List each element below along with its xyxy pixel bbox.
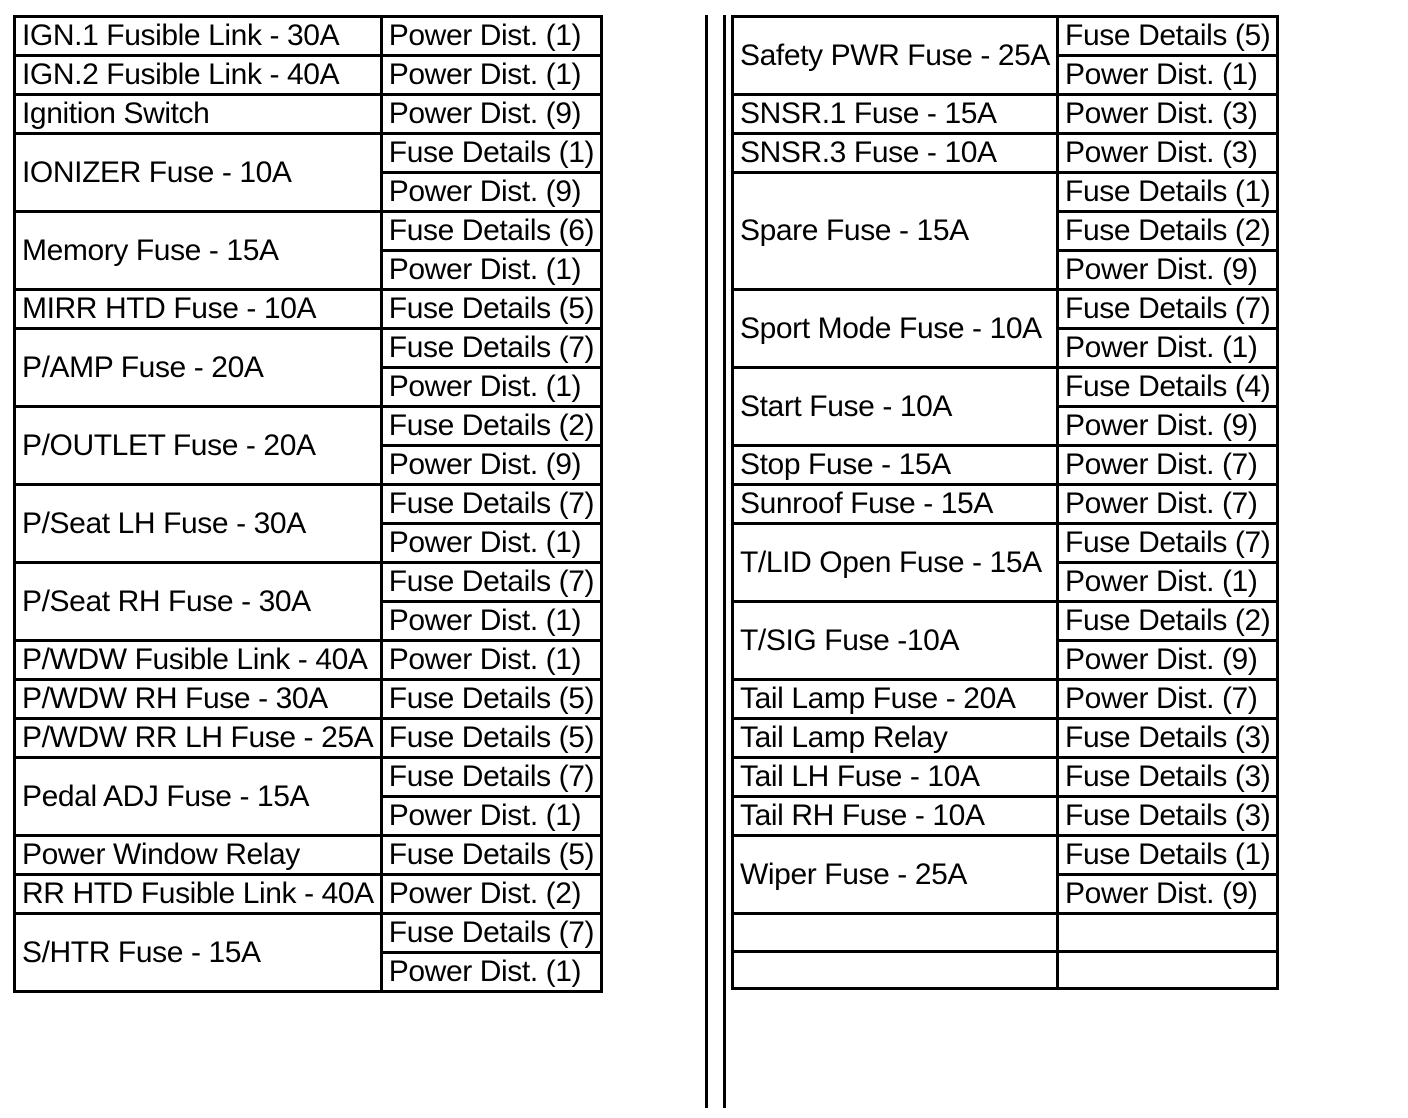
component-name: Ignition Switch — [15, 95, 382, 134]
table-row — [15, 719, 602, 758]
table-row — [15, 17, 602, 56]
table-row — [15, 914, 602, 953]
location-reference — [1058, 951, 1278, 989]
table-row — [15, 680, 602, 719]
component-name: Sunroof Fuse - 15A — [733, 485, 1058, 524]
component-name: T/SIG Fuse -10A — [733, 602, 1058, 680]
location-reference: Power Dist. (1) — [381, 524, 601, 563]
location-reference: Fuse Details (4) — [1058, 368, 1278, 407]
component-name: Memory Fuse - 15A — [15, 212, 382, 290]
component-name: P/WDW RR LH Fuse - 25A — [15, 719, 382, 758]
location-reference: Power Dist. (1) — [381, 251, 601, 290]
table-row — [15, 134, 602, 173]
component-name: Safety PWR Fuse - 25A — [733, 17, 1058, 95]
table-row — [15, 212, 602, 251]
location-reference: Power Dist. (1) — [381, 602, 601, 641]
table-row — [733, 446, 1278, 485]
location-reference: Fuse Details (7) — [381, 758, 601, 797]
table-row — [15, 485, 602, 524]
column-separator — [705, 15, 726, 1108]
table-row — [733, 290, 1278, 329]
component-name: Tail LH Fuse - 10A — [733, 758, 1058, 797]
table-row — [15, 563, 602, 602]
component-name — [733, 914, 1058, 952]
table-row — [733, 951, 1278, 989]
location-reference: Power Dist. (1) — [1058, 329, 1278, 368]
component-name: Wiper Fuse - 25A — [733, 836, 1058, 914]
location-reference: Fuse Details (7) — [381, 485, 601, 524]
location-reference: Power Dist. (1) — [381, 641, 601, 680]
table-row — [733, 524, 1278, 563]
component-name: IONIZER Fuse - 10A — [15, 134, 382, 212]
table-row — [733, 17, 1278, 56]
component-name: Start Fuse - 10A — [733, 368, 1058, 446]
location-reference: Power Dist. (7) — [1058, 485, 1278, 524]
location-reference: Fuse Details (3) — [1058, 758, 1278, 797]
location-reference: Power Dist. (9) — [381, 173, 601, 212]
location-reference — [1058, 914, 1278, 952]
location-reference: Fuse Details (5) — [381, 680, 601, 719]
table-row — [15, 56, 602, 95]
component-name: S/HTR Fuse - 15A — [15, 914, 382, 992]
location-reference: Power Dist. (9) — [1058, 407, 1278, 446]
location-reference: Fuse Details (7) — [1058, 290, 1278, 329]
component-name: P/WDW Fusible Link - 40A — [15, 641, 382, 680]
component-name: SNSR.3 Fuse - 10A — [733, 134, 1058, 173]
location-reference: Fuse Details (3) — [1058, 797, 1278, 836]
table-row — [733, 836, 1278, 875]
table-row — [15, 329, 602, 368]
component-name: P/OUTLET Fuse - 20A — [15, 407, 382, 485]
component-name: Tail Lamp Fuse - 20A — [733, 680, 1058, 719]
table-row — [733, 758, 1278, 797]
component-name: Spare Fuse - 15A — [733, 173, 1058, 290]
location-reference: Fuse Details (6) — [381, 212, 601, 251]
location-reference: Power Dist. (3) — [1058, 95, 1278, 134]
component-name: Stop Fuse - 15A — [733, 446, 1058, 485]
location-reference: Power Dist. (1) — [381, 56, 601, 95]
table-row — [733, 797, 1278, 836]
location-reference: Fuse Details (5) — [1058, 17, 1278, 56]
location-reference: Power Dist. (9) — [1058, 875, 1278, 914]
location-reference: Power Dist. (1) — [1058, 56, 1278, 95]
location-reference: Fuse Details (1) — [1058, 836, 1278, 875]
location-reference: Fuse Details (5) — [381, 290, 601, 329]
component-name: P/WDW RH Fuse - 30A — [15, 680, 382, 719]
location-reference: Power Dist. (3) — [1058, 134, 1278, 173]
location-reference: Fuse Details (5) — [381, 836, 601, 875]
location-reference: Power Dist. (1) — [381, 17, 601, 56]
location-reference: Power Dist. (1) — [381, 797, 601, 836]
location-reference: Fuse Details (7) — [381, 329, 601, 368]
location-reference: Power Dist. (7) — [1058, 446, 1278, 485]
table-row — [733, 680, 1278, 719]
location-reference: Power Dist. (9) — [1058, 641, 1278, 680]
location-reference: Fuse Details (7) — [381, 914, 601, 953]
table-row — [15, 407, 602, 446]
component-name: Sport Mode Fuse - 10A — [733, 290, 1058, 368]
location-reference: Fuse Details (1) — [1058, 173, 1278, 212]
location-reference: Power Dist. (7) — [1058, 680, 1278, 719]
location-reference: Power Dist. (1) — [381, 953, 601, 992]
location-reference: Power Dist. (1) — [1058, 563, 1278, 602]
location-reference: Power Dist. (2) — [381, 875, 601, 914]
table-row — [15, 290, 602, 329]
location-reference: Fuse Details (2) — [381, 407, 601, 446]
location-reference: Fuse Details (2) — [1058, 212, 1278, 251]
component-name: P/Seat LH Fuse - 30A — [15, 485, 382, 563]
component-name: Tail RH Fuse - 10A — [733, 797, 1058, 836]
location-reference: Power Dist. (9) — [381, 95, 601, 134]
table-row — [733, 368, 1278, 407]
location-reference: Fuse Details (5) — [381, 719, 601, 758]
table-row — [733, 134, 1278, 173]
right-index-table — [731, 15, 1279, 990]
component-name: SNSR.1 Fuse - 15A — [733, 95, 1058, 134]
component-name: P/AMP Fuse - 20A — [15, 329, 382, 407]
table-row — [15, 95, 602, 134]
table-row — [733, 914, 1278, 952]
location-reference: Fuse Details (1) — [381, 134, 601, 173]
component-name — [733, 951, 1058, 989]
component-name: P/Seat RH Fuse - 30A — [15, 563, 382, 641]
location-reference: Power Dist. (9) — [381, 446, 601, 485]
component-name: Pedal ADJ Fuse - 15A — [15, 758, 382, 836]
component-name: Tail Lamp Relay — [733, 719, 1058, 758]
component-name: RR HTD Fusible Link - 40A — [15, 875, 382, 914]
table-row — [733, 485, 1278, 524]
location-reference: Fuse Details (7) — [381, 563, 601, 602]
component-name: T/LID Open Fuse - 15A — [733, 524, 1058, 602]
component-name: IGN.2 Fusible Link - 40A — [15, 56, 382, 95]
table-row — [15, 836, 602, 875]
location-reference: Fuse Details (3) — [1058, 719, 1278, 758]
table-row — [15, 641, 602, 680]
left-index-table — [13, 15, 603, 993]
table-row — [733, 719, 1278, 758]
table-row — [733, 95, 1278, 134]
component-name: MIRR HTD Fuse - 10A — [15, 290, 382, 329]
table-row — [15, 875, 602, 914]
component-name: Power Window Relay — [15, 836, 382, 875]
location-reference: Fuse Details (7) — [1058, 524, 1278, 563]
location-reference: Power Dist. (1) — [381, 368, 601, 407]
component-name: IGN.1 Fusible Link - 30A — [15, 17, 382, 56]
table-row — [733, 173, 1278, 212]
table-row — [15, 758, 602, 797]
location-reference: Fuse Details (2) — [1058, 602, 1278, 641]
table-row — [733, 602, 1278, 641]
location-reference: Power Dist. (9) — [1058, 251, 1278, 290]
